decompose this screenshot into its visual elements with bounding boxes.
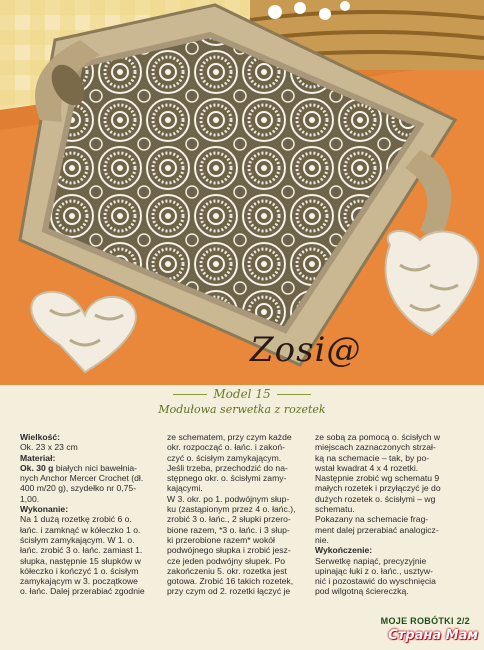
section-heading: Wykończenie: (315, 545, 373, 556)
text-line: Na 1 dużą rozetkę zrobić 6 o. (20, 514, 132, 525)
text-line (20, 463, 166, 473)
text-line: schematu. (315, 504, 355, 515)
bold-amount: Ok. 30 g (20, 462, 54, 473)
text-line: ścisłym zamykającym. W 1. o. (20, 534, 135, 545)
column-2 (167, 432, 313, 597)
text-line: Jeśli trzeba, przechodzić do na- (167, 462, 288, 473)
text-line: 400 m/20 g), szydełko nr 0,75- (20, 483, 137, 494)
text-line: podwójnego słupka i zrobić jesz- (167, 545, 291, 556)
instructions-text (20, 432, 470, 632)
text-line: kółeczko i kończyć 1 o. ścisłym (20, 565, 139, 576)
text-line: nie. (315, 534, 329, 545)
text-line: ką na schemacie – tak, by po- (315, 452, 430, 463)
text-line: przy czym od 2. rozetki łączyć je (167, 586, 291, 597)
text-line: 1,00. (20, 493, 40, 504)
model-title: Model 15 (213, 387, 271, 401)
text-line: ze schematem, przy czym każde (167, 432, 292, 442)
model-title-line (0, 387, 484, 401)
text-line: nych Anchor Mercer Crochet (dł. (20, 473, 144, 484)
text-line: upinając łuki z o. łańc., usztyw- (315, 565, 433, 576)
text-line: łańc. zrobić 3 o. łańc. zamiast 1. (20, 545, 143, 556)
text-line: łańc. i zamknąć w kółeczko 1 o. (20, 524, 141, 535)
text-line: zrobić 3 o. łańc., 2 słupki przero- (167, 514, 291, 525)
title-rule-left (173, 394, 207, 395)
text-line: Ok. 23 x 23 cm (20, 442, 78, 453)
section-heading: Materiał: (20, 452, 56, 463)
model-subtitle: Modułowa serwetka z rozetek (158, 403, 326, 416)
text-line: Następnie zrobić wg schematu 9 (315, 473, 440, 484)
magazine-footer: MOJE ROBÓTKI 2/2 (380, 616, 470, 626)
text-line: kającymi. (167, 483, 203, 494)
text-line: o. łańc. Dalej przerabiać zgodnie (20, 586, 145, 597)
text-line: miejscach zaznaczonych strzał- (315, 442, 436, 453)
text-line: czyć o. ścisłym zamykającym. (167, 452, 282, 463)
text-line: cze jeden podwójny słupek. Po (167, 555, 286, 566)
text-line: wstał kwadrat 4 x 4 rozetki. (315, 462, 419, 473)
section-heading: Wykonanie: (20, 504, 69, 515)
text-line: ment dalej przerabiać analogicz- (315, 524, 439, 535)
text-line: nić i pozostawić do wyschnięcia (315, 576, 436, 587)
text-line: Pokazany na schemacie frag- (315, 514, 429, 525)
section-heading: Wielkość: (20, 432, 61, 442)
column-3 (315, 432, 461, 597)
column-1 (20, 432, 166, 597)
model-caption (0, 375, 484, 433)
text-line: małych rozetek i przyłączyć je do (315, 483, 441, 494)
text-line: gotowa. Zrobić 16 takich rozetek, (167, 576, 294, 587)
text-line: słupka, następnie 15 słupków w (20, 555, 141, 566)
text-line: pod wilgotną ściereczką. (315, 586, 409, 597)
site-watermark: Страна Мам (388, 628, 478, 643)
text-line: zakończeniu 5. okr. rozetka jest (167, 565, 287, 576)
text-line: zamykającym w 3. początkowe (20, 576, 138, 587)
text-line: dużych rozetek o. ścisłymi – wg (315, 493, 436, 504)
text-fragment: białych nici bawełnia- (53, 462, 138, 473)
text-line: W 3. okr. po 1. podwójnym słup- (167, 493, 290, 504)
text-line: bione razem, *3 o. łańc. i 3 słup- (167, 524, 290, 535)
text-line: Serwetkę napiąć, precyzyjnie (315, 555, 427, 566)
text-line: stępnego okr. o. ścisłymi zamy- (167, 473, 287, 484)
text-line: okr. rozpocząć o. łańc. i zakoń- (167, 442, 285, 453)
watermark-signature: Zosi@ (250, 330, 362, 370)
title-rule-right (277, 394, 311, 395)
text-line: ku (zastąpionym przez 4 o. łańc.), (167, 504, 296, 515)
text-line: ze sobą za pomocą o. ścisłych w (315, 432, 441, 442)
text-line: ki przerobione razem* wokół (167, 534, 275, 545)
